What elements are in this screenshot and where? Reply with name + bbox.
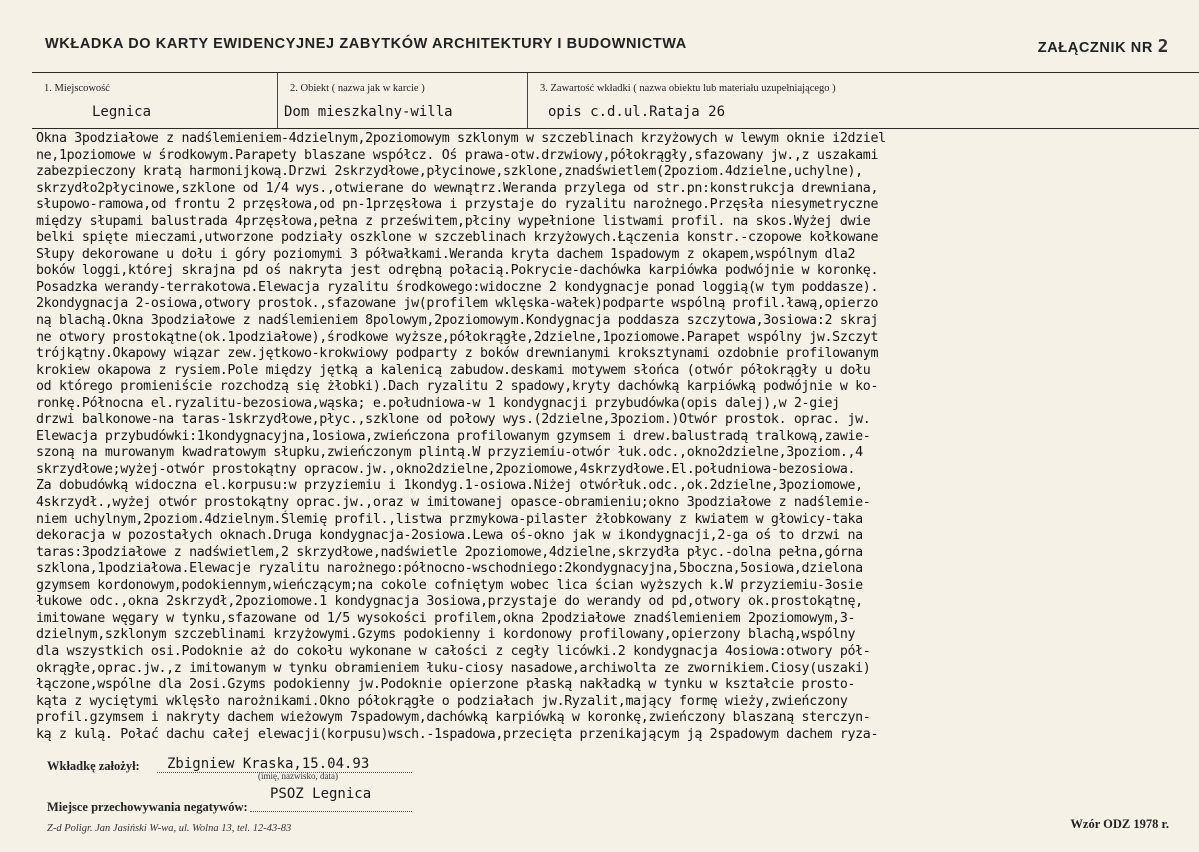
text-line: taras:3podziałowe z nadświetlem,2 skrzydłowe,nadświetle 2poziomowe,4dzielne,skrzydła płyc.-dolna pełna,górna [36,544,863,560]
locality-field [32,73,277,128]
text-line: belki spięte mieczami,utworzone podziały oszklone w szczeblinach krzyżowych.Łączenia konstr.-czopowe kołkowane [36,230,879,246]
object-label: 2. Obiekt ( nazwa jak w karcie ) [290,83,425,94]
text-line: od którego promieniście rozchodzą się żłobki).Dach ryzalitu 2 spadowy,kryty dachówką karpiówką podwójnie w ko- [36,379,879,395]
text-line: dzielnym,szklonym szczeblinami krzyżowymi.Gzyms podokienny i kordonowy profilowany,opierzony blachą,wspólny [36,627,856,643]
text-line: niem uchylnym,2poziom.4dzielnym.Ślemię profil.,listwa przmykowa-pilaster żłobkowany z kwiatem w głowicy-taka [36,511,863,527]
locality-label: 1. Miejscowość [44,83,110,94]
text-line: zabezpieczony kratą harmonijkową.Drzwi 2skrzydłowe,płycinowe,szklone,znadświetlem(2poziom.4dzielne,uchylne), [36,164,863,180]
printer-imprint: Z-d Poligr. Jan Jasiński W-wa, ul. Wolna 13, tel. 12-43-83 [47,823,292,834]
text-line: łukowe odc.,okna 2skrzydł,2poziomowe.1 kondygnacja 3osiowa,przystaje do werandy od pd,otwory ok.prostokątnę, [36,594,863,610]
content-value: opis c.d.ul.Rataja 26 [548,104,726,120]
object-value: Dom mieszkalny-willa [284,104,453,120]
signer-value: Zbigniew Kraska,15.04.93 [167,756,370,772]
text-line: okrągłe,oprac.jw.,z imitowanym w tynku obramieniem łuku-ciosy nasadowe,archiwolta ze zwornikiem.Ciosy(uszaki) [36,660,871,676]
text-line: dekoracja w pozostałych oknach.Druga kondygnacja-2osiowa.Lewa oś-okno jak w ikondygnacji,2-ga oś to drzwi na [36,528,863,544]
signer-caption: (imię, nazwisko, data) [258,771,338,781]
text-line: Słupy dekorowane u dołu i góry poziomymi 3 półwałkami.Weranda kryta dachem 1spadowym z okapem,wspólnym dla2 [36,246,856,262]
text-line: dla wszystkich osi.Podoknie aż do cokołu wykonane w całości z cegły licówki.2 kondygnacja 4osiowa:otwory pół- [36,643,871,659]
signer-label: Wkładkę założył: [47,759,140,773]
office-value: PSOZ Legnica [270,786,372,802]
annex-number: 2 [1157,36,1169,57]
text-line: kąta z wyciętymi wklęsło narożnikami.Okno półokrągłe o podziałach jw.Ryzalit,mający formę wieży,zwieńczony [36,693,848,709]
text-line: ronkę.Północna el.ryzalitu-bezosiowa,wąska; e.południowa-w 1 kondygnacji przybudówka(opis dalej),w 2-giej [36,395,840,411]
text-line: ne otwory prostokątne(ok.1podziałowe),środkowe wyższe,półokrągłe,2dzielne,1poziomowe.Parapet wspólny jw.Szczyt [36,329,879,345]
text-line: Za dobudówką widoczna el.korpusu:w przyziemiu i 1kondyg.1-osiowa.Niżej otwórłuk.odc.,ok.2dzielne,3poziomowe, [36,478,863,494]
text-line: Posadzka werandy-terrakotowa.Elewacja ryzalitu środkowego:widoczne 2 kondygnacje ponad loggią(w tym poddasze). [36,279,879,295]
text-line: drzwi balkonowe-na taras-1skrzydłowe,płyc.,szklone od połowy wys.(2dzielne,3poziom.)Otwór prostok. oprac. jw. [36,412,871,428]
text-line: ną blachą.Okna 3podziałowe z nadślemieniem 8polowym,2poziomowym.Kondygnacja poddasza szczytowa,3osiowa:2 skraj [36,313,879,329]
form-title: WKŁADKA DO KARTY EWIDENCYJNEJ ZABYTKÓW ARCHITEKTURY I BUDOWNICTWA [45,36,687,52]
text-line: Okna 3podziałowe z nadślemieniem-4dzielnym,2poziomowym szklonym w szczeblinach krzyżowych w lewym oknie i2dziel [36,131,886,146]
typed-description [36,131,1194,743]
annex-text: ZAŁĄCZNIK NR [1037,40,1153,56]
text-line: między słupami balustrada 4przęsłowa,pełna z prześwitem,płciny wypełnione listwami profil. na skos.Wyżej dwie [36,213,871,229]
text-line: krokiew okapowa z rysiem.Pole między jętką a kalenicą zabudow.deskami motywem słońca (otwór półokrągły u dołu [36,362,871,378]
text-line: ką z kulą. Połać dachu całej elewacji(korpusu)wsch.-1spadowa,przecięta przenikającym ją 2spadowym dachem ryza- [36,726,879,742]
text-line: szklona,1podziałowa.Elewacje ryzalitu narożnego:północno-wschodniego:2kondygnacyjna,5boczna,5osiowa,dzielona [36,561,863,577]
text-line: skrzydłowe;wyżej-otwór prostokątny opracow.jw.,okno2dzielne,2poziomowe,4skrzydłowe.El.południowa-bezosiowa. [36,461,856,477]
text-line: 4skrzydł.,wyżej otwór prostokątny oprac.jw.,oraz w imitowanej opasce-obramieniu;okno 3podziałowe z nadślemie- [36,495,871,511]
text-line: 2kondygnacja 2-osiowa,otwory prostok.,sfazowane jw(profilem wklęska-wałek)podparte wspólną profil.ławą,opierzo [36,296,879,312]
text-line: słupowo-ramowa,od frontu 2 przęsłowa,od pn-1przęsłowa i przystaje do ryzalitu narożnego.Przęsła niesymetryczne [36,197,879,213]
locality-value: Legnica [92,104,152,120]
text-line: imitowane węgary w tynku,sfazowane od 1/5 wysokości profilem,okna 2podziałowe znadślemieniem 2poziomowym,3- [36,610,856,626]
annex-label [1038,36,1169,57]
negatives-dotted-line [250,811,412,812]
text-line: ne,1poziomowe w środkowym.Parapety blaszane współcz. Oś prawa-otw.drzwiowy,półokrągły,sfazowany jw.,z uszakami [36,147,879,163]
text-line: trójkątny.Okapowy wiązar zew.jętkowo-krokwiowy podparty z boków drewnianymi kroksztynami ozdobnie profilowanym [36,346,879,362]
text-line: skrzydło2płycinowe,szklone od 1/4 wys.,otwierane do wewnątrz.Weranda przylega od str.pn:konstrukcja drewniana, [36,180,879,196]
text-line: gzymsem kordonowym,podokiennym,wieńczącym;na cokole cofniętym wobec lica ścian wyższych k.W przyziemiu-3osie [36,577,863,593]
content-label: 3. Zawartość wkładki ( nazwa obiektu lub materiału uzupełniającego ) [540,83,836,94]
text-line: łączone,wspólne dla 2osi.Gzyms podokienny jw.Podoknie opierzone płaską nakładką w tynku w kształcie prosto- [36,677,856,693]
header-fields [32,72,1199,129]
object-field [277,73,528,128]
text-line: szoną na murowanym kwadratowym słupku,zwieńczonym plintą.W przyziemiu-otwór łuk.odc.,okno2dzielne,3poziom.,4 [36,445,863,461]
text-line: boków loggi,której skrajna pd oś nakryta jest odrębną połacią.Pokrycie-dachówka karpiówka podwójnie w koronkę. [36,263,879,279]
text-line: Elewacja przybudówki:1kondygnacyjna,1osiowa,zwieńczona profilowanym gzymsem i drew.balustradą tralkową,zawie- [36,428,871,444]
text-line: profil.gzymsem i nakryty dachem wieżowym 7spadowym,dachówką karpiówką w koronkę,zwieńczony blaszaną sterczyn- [36,710,871,726]
negatives-label: Miejsce przechowywania negatywów: [47,800,248,814]
form-model: Wzór ODZ 1978 r. [1070,817,1169,831]
content-field [527,73,1198,128]
card-header [45,36,1169,60]
